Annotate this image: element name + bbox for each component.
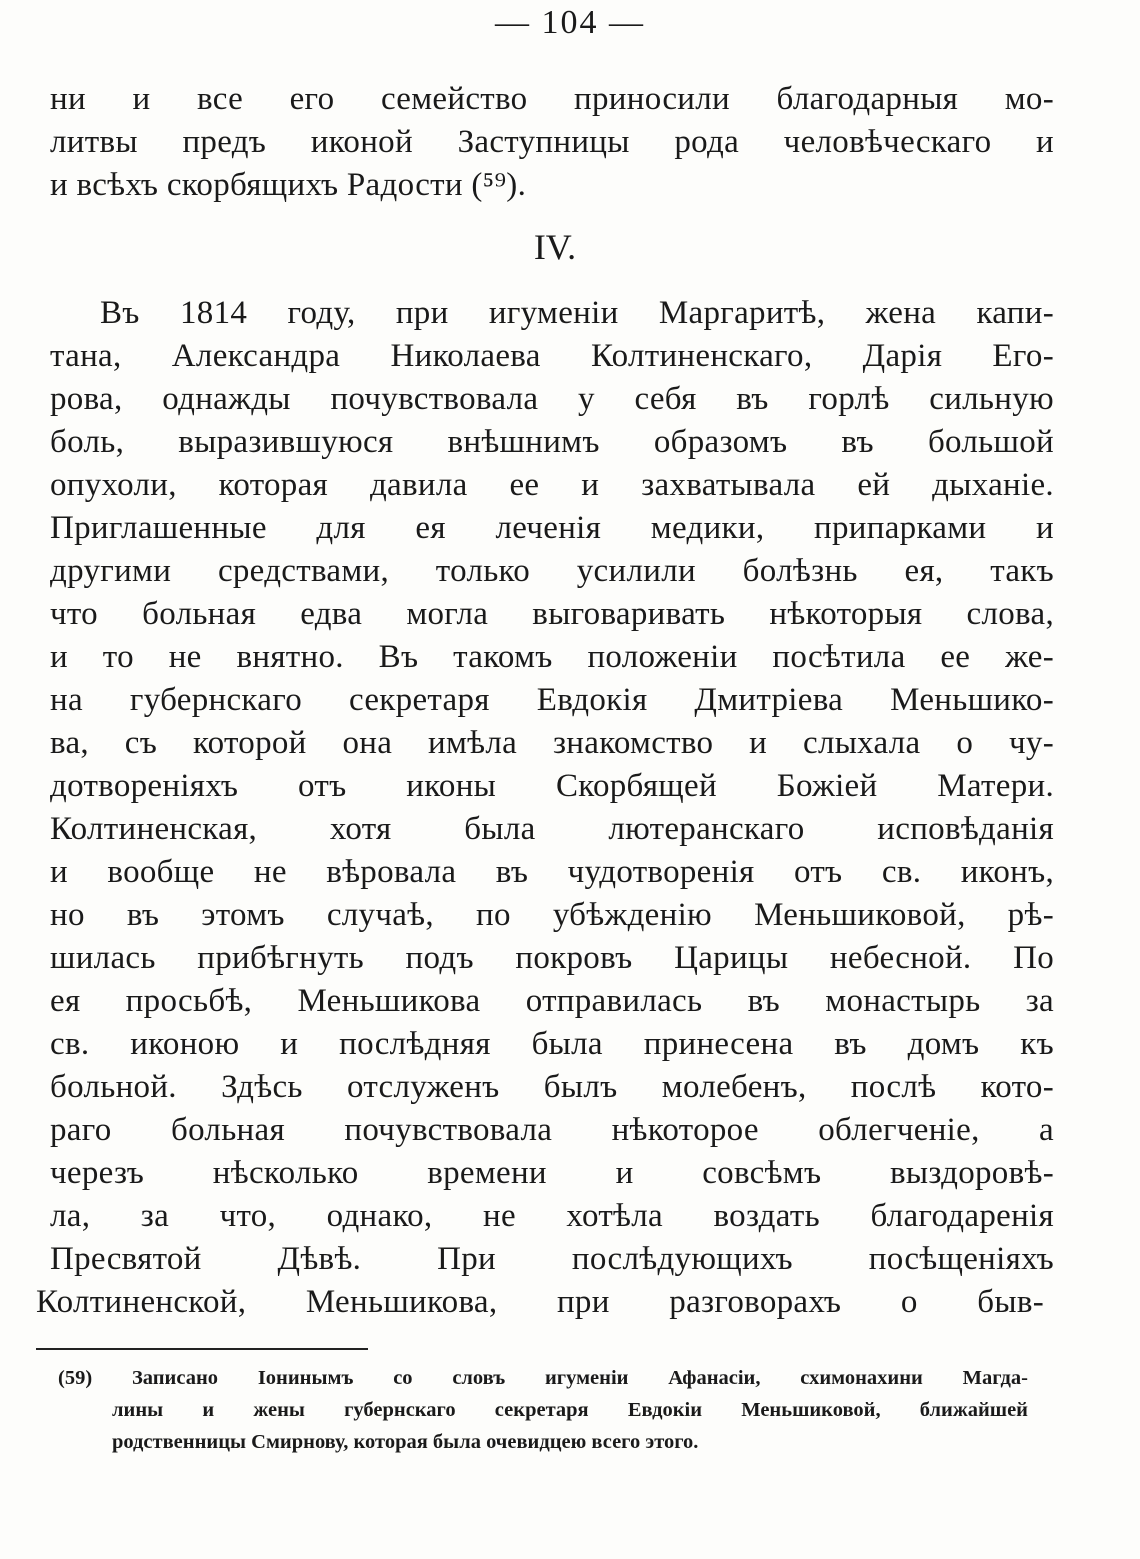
text-line: ни и все его семейство приносили благодарныя мо- [50,81,1054,117]
text-line: больной. Здѣсь отслуженъ былъ молебенъ, послѣ кото- [50,1069,1054,1105]
text-line: на губернскаго секретаря Евдокія Дмитріева Меньшико- [50,682,1054,718]
text-line: Приглашенные для ея леченія медики, припарками и [50,510,1054,546]
text-line: ла, за что, однако, не хотѣла воздать благодаренія [50,1198,1054,1234]
text-line: св. иконою и послѣдняя была принесена въ домъ къ [50,1026,1054,1062]
text-line: Пресвятой Дѣвѣ. При послѣдующихъ посѣщеніяхъ [50,1241,1054,1277]
text-line: и вообще не вѣровала въ чудотворенія отъ св. иконъ, [50,854,1054,890]
text-line: что больная едва могла выговаривать нѣкоторыя слова, [50,596,1054,632]
text-line: и всѣхъ скорбящихъ Радости (⁵⁹). [50,167,527,203]
page-number: — 104 — [495,4,645,41]
text-line: Колтиненской, Меньшикова, при разговорахъ о быв- [36,1284,1044,1320]
text-line: тана, Александра Николаева Колтиненскаго, Дарія Его- [50,338,1054,374]
footnote-line: лины и жены губернскаго секретаря Евдокіи Меньшиковой, ближайшей [112,1399,1028,1421]
text-line: Въ 1814 году, при игуменіи Маргаритѣ, жена капи- [100,295,1054,331]
text-line: черезъ нѣсколько времени и совсѣмъ выздоровѣ- [50,1155,1054,1191]
text-line: Колтиненская, хотя была лютеранскаго исповѣданія [50,811,1054,847]
text-line: дотвореніяхъ отъ иконы Скорбящей Божіей Матери. [50,768,1054,804]
footnote-rule [36,1348,368,1350]
text-line: литвы предъ иконой Заступницы рода человѣческаго и [50,124,1054,160]
text-line: другими средствами, только усилили болѣзнь ея, такъ [50,553,1054,589]
footnote-line: (59) Записано Іонинымъ со словъ игуменіи Афанасіи, схимонахини Магда- [58,1367,1028,1389]
text-line: раго больная почувствовала нѣкоторое облегченіе, а [50,1112,1054,1148]
text-line: шилась прибѣгнуть подъ покровъ Царицы небесной. По [50,940,1054,976]
text-line: но въ этомъ случаѣ, по убѣжденію Меньшиковой, рѣ- [50,897,1054,933]
section-heading: IV. [533,227,577,267]
text-line: и то не внятно. Въ такомъ положеніи посѣтила ее же- [50,639,1054,675]
text-line: ва, съ которой она имѣла знакомство и слыхала о чу- [50,725,1054,761]
text-line: рова, однажды почувствовала у себя въ горлѣ сильную [50,381,1054,417]
text-line: ея просьбѣ, Меньшикова отправилась въ монастырь за [50,983,1054,1019]
text-line: боль, выразившуюся внѣшнимъ образомъ въ большой [50,424,1054,460]
footnote-line: родственницы Смирнову, которая была очевидцею всего этого. [112,1431,699,1453]
text-line: опухоли, которая давила ее и захватывала ей дыханіе. [50,467,1054,503]
